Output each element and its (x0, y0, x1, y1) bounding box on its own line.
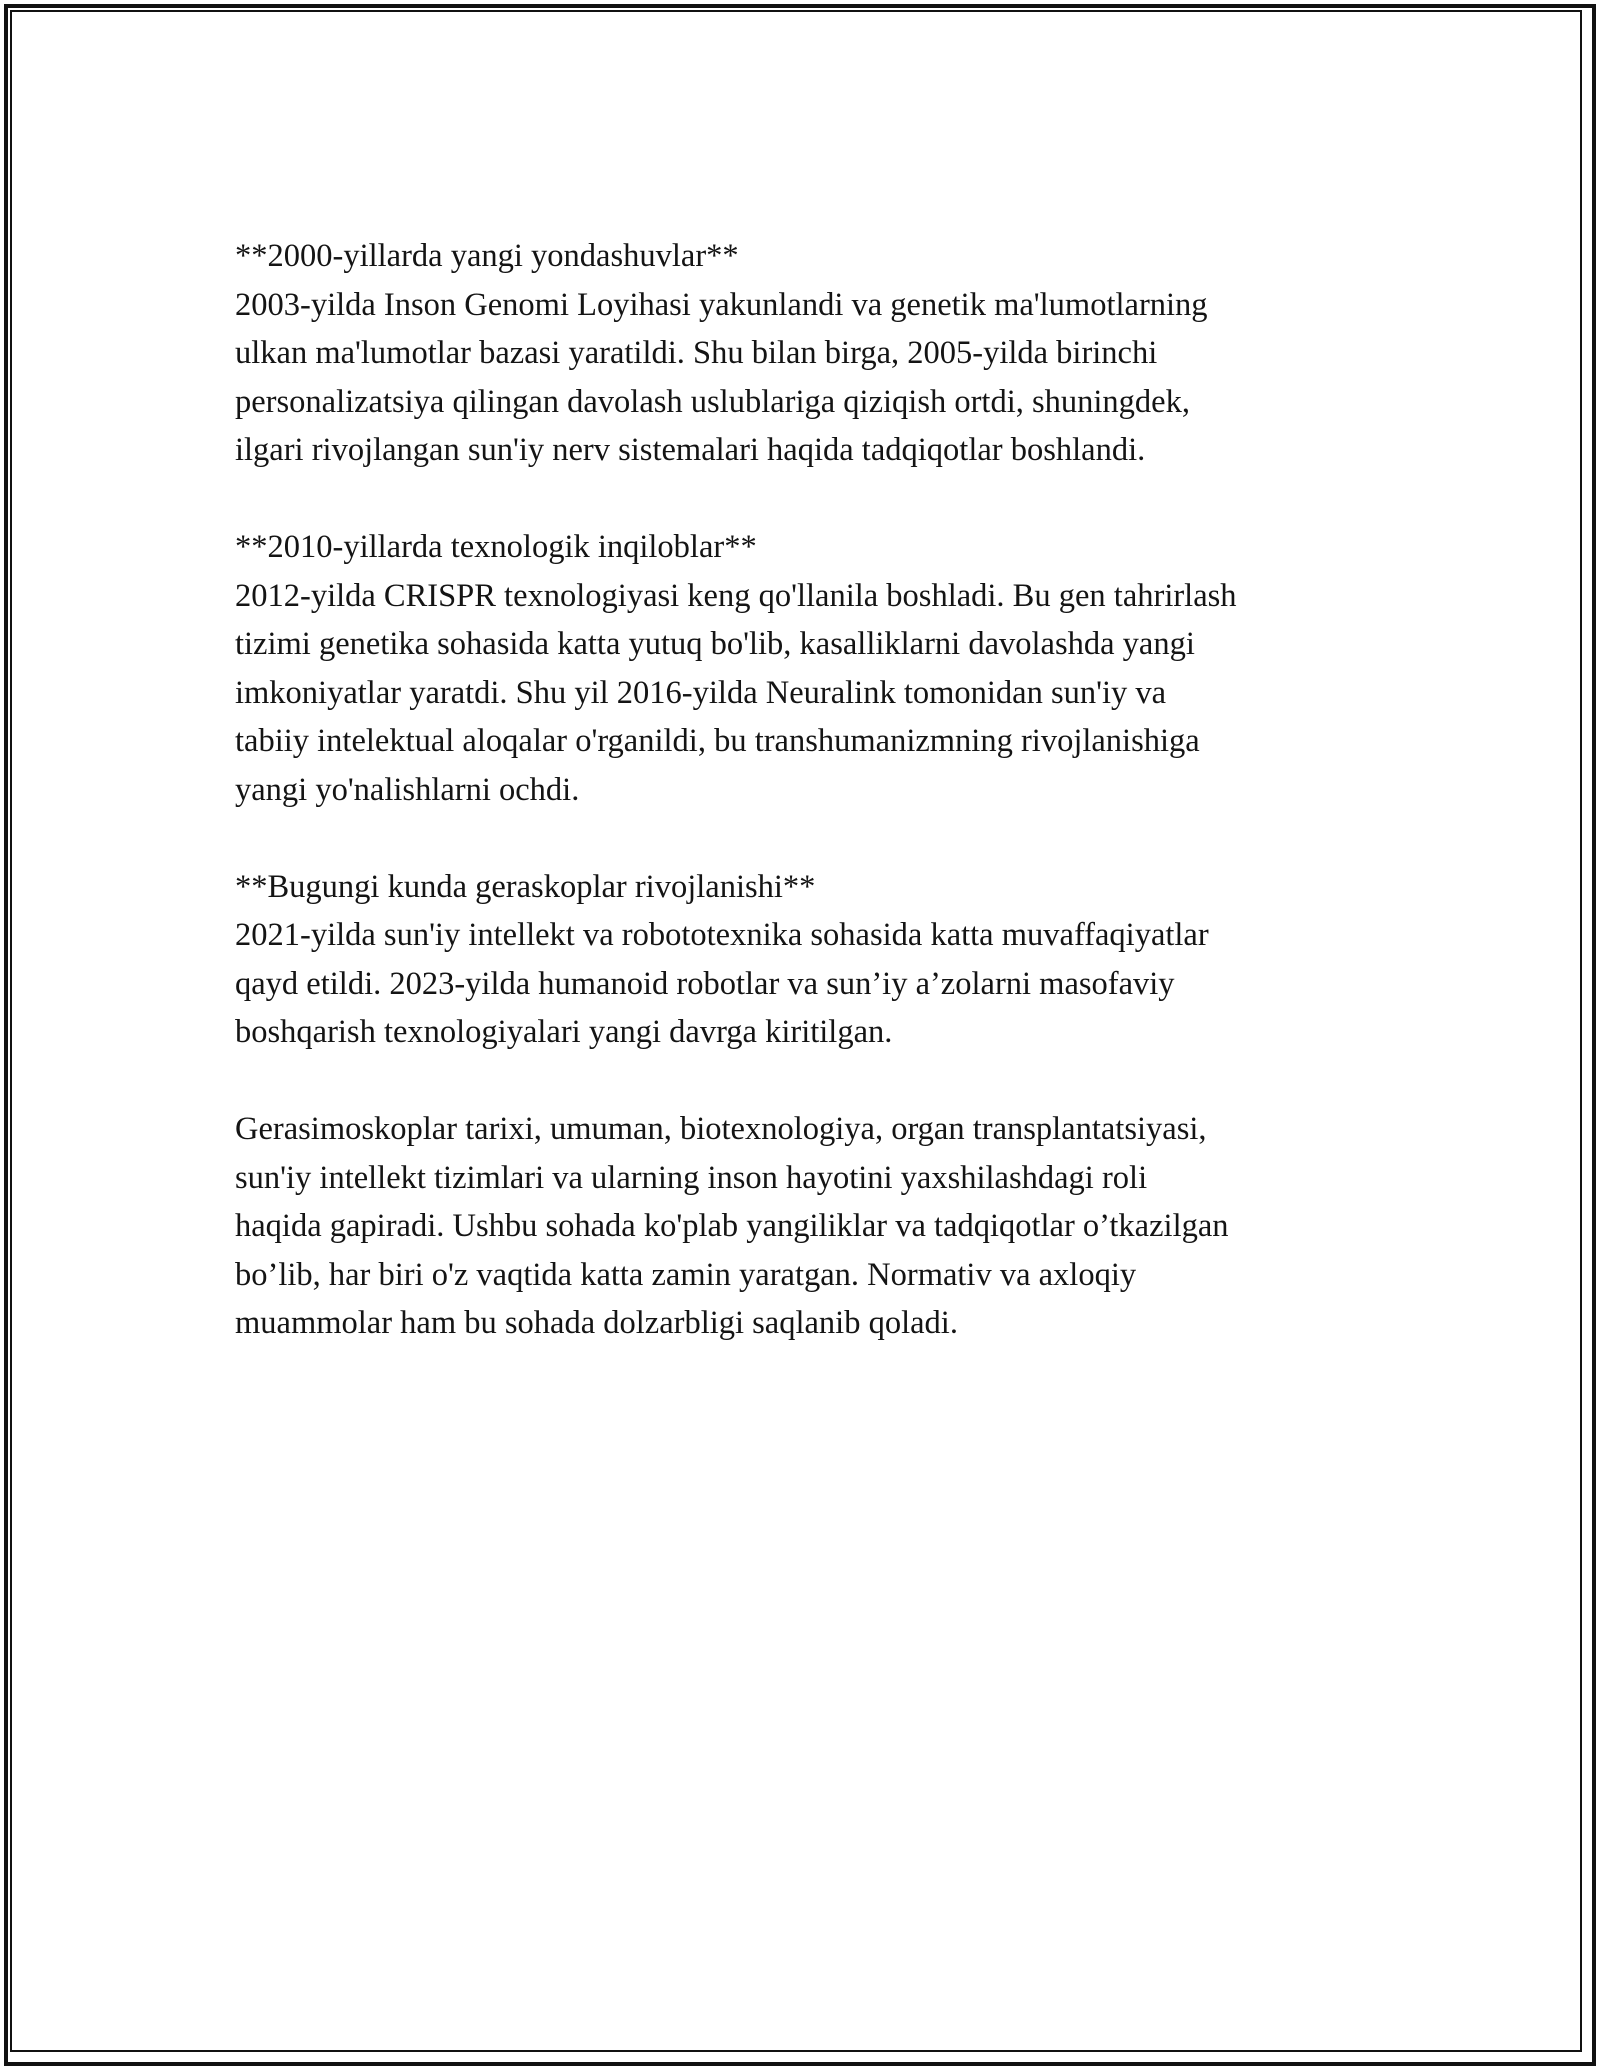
paragraph-line: tizimi genetika sohasida katta yutuq bo'lib, kasalliklarni davolashda yangi (235, 626, 1195, 662)
document-body (235, 232, 1395, 1396)
paragraph-line: bo’lib, har biri o'z vaqtida katta zamin yaratgan. Normativ va axloqiy (235, 1256, 1137, 1293)
section-heading: **2000-yillarda yangi yondashuvlar** (235, 238, 739, 274)
paragraph-line: boshqarish texnologiyalari yangi davrga kiritilgan. (235, 1014, 893, 1050)
section-conclusion (235, 1105, 1395, 1348)
paragraph-line: 2003-yilda Inson Genomi Loyihasi yakunlandi va genetik ma'lumotlarning (235, 286, 1208, 323)
paragraph-line: muammolar ham bu sohada dolzarbligi saqlanib qoladi. (235, 1305, 958, 1341)
paragraph-line: tabiiy intelektual aloqalar o'rganildi, bu transhumanizmning rivojlanishiga (235, 723, 1200, 759)
paragraph-line: Gerasimoskoplar tarixi, umuman, biotexnologiya, organ transplantatsiyasi, (235, 1111, 1207, 1147)
paragraph-line: yangi yo'nalishlarni ochdi. (235, 771, 580, 808)
paragraph-line: haqida gapiradi. Ushbu sohada ko'plab yangiliklar va tadqiqotlar o’tkazilgan (235, 1208, 1229, 1244)
section-heading: **2010-yillarda texnologik inqiloblar** (235, 529, 757, 565)
paragraph-line: personalizatsiya qilingan davolash uslublariga qiziqish ortdi, shuningdek, (235, 383, 1190, 420)
paragraph-line: qayd etildi. 2023-yilda humanoid robotlar va sun’iy a’zolarni masofaviy (235, 965, 1175, 1002)
section-2000s (235, 232, 1395, 475)
section-today (235, 863, 1395, 1057)
paragraph-line: ulkan ma'lumotlar bazasi yaratildi. Shu bilan birga, 2005-yilda birinchi (235, 335, 1158, 371)
section-heading: **Bugungi kunda geraskoplar rivojlanishi** (235, 868, 816, 905)
paragraph-line: sun'iy intellekt tizimlari va ularning inson hayotini yaxshilashdagi roli (235, 1159, 1148, 1196)
paragraph-line: 2021-yilda sun'iy intellekt va robototexnika sohasida katta muvaffaqiyatlar (235, 917, 1209, 953)
paragraph-line: ilgari rivojlangan sun'iy nerv sistemalari haqida tadqiqotlar boshlandi. (235, 432, 1146, 468)
paragraph-line: imkoniyatlar yaratdi. Shu yil 2016-yilda Neuralink tomonidan sun'iy va (235, 674, 1167, 711)
section-2010s (235, 523, 1395, 814)
paragraph-line: 2012-yilda CRISPR texnologiyasi keng qo'llanila boshladi. Bu gen tahrirlash (235, 577, 1237, 614)
